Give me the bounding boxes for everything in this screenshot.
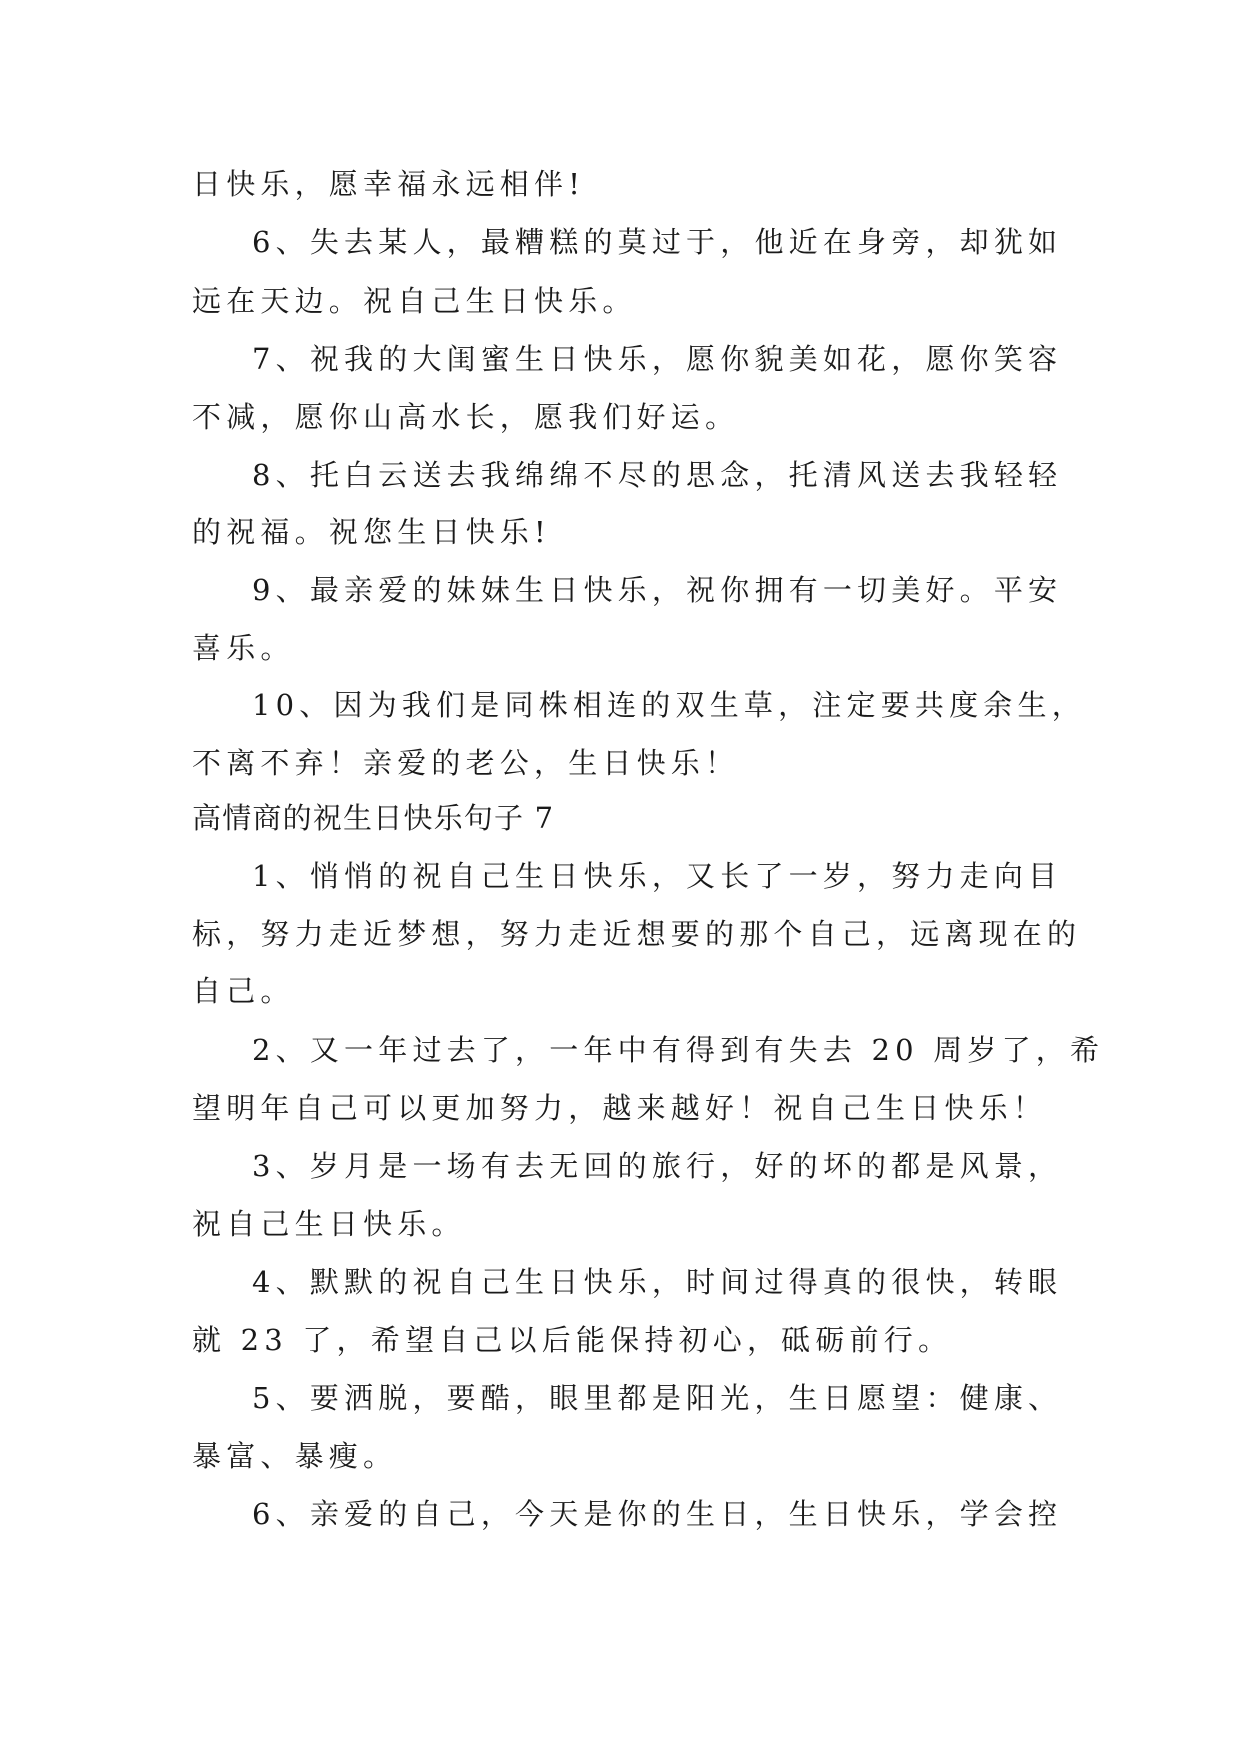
text-line: 远在天边。祝自己生日快乐。 [192,284,637,318]
text-line: 标，努力走近梦想，努力走近想要的那个自己，远离现在的 [192,917,1082,951]
text-line: 9、最亲爱的妹妹生日快乐，祝你拥有一切美好。平安 [252,573,1063,607]
text-line: 1、悄悄的祝自己生日快乐，又长了一岁，努力走向目 [252,859,1063,893]
text-line: 自己。 [192,974,295,1008]
text-line: 望明年自己可以更加努力，越来越好！祝自己生日快乐！ [192,1091,1048,1125]
text-line: 祝自己生日快乐。 [192,1207,466,1241]
text-line: 2、又一年过去了，一年中有得到有失去 20 周岁了，希 [252,1033,1105,1067]
text-line: 5、要洒脱，要酷，眼里都是阳光，生日愿望：健康、 [252,1381,1063,1415]
text-line: 10、因为我们是同株相连的双生草，注定要共度余生， [252,688,1086,722]
text-line: 就 23 了，希望自己以后能保持初心，砥砺前行。 [192,1323,953,1357]
text-line: 6、失去某人，最糟糕的莫过于，他近在身旁，却犹如 [252,225,1063,259]
text-line: 喜乐。 [192,631,295,665]
text-line: 4、默默的祝自己生日快乐，时间过得真的很快，转眼 [252,1265,1063,1299]
text-line: 暴富、暴瘦。 [192,1439,398,1473]
text-line: 7、祝我的大闺蜜生日快乐，愿你貌美如花，愿你笑容 [252,342,1063,376]
text-line: 日快乐，愿幸福永远相伴! [192,167,586,201]
text-line: 不离不弃！亲爱的老公，生日快乐！ [192,746,740,780]
text-line: 6、亲爱的自己，今天是你的生日，生日快乐，学会控 [252,1497,1063,1531]
text-line: 不减，愿你山高水长，愿我们好运。 [192,400,740,434]
text-line: 8、托白云送去我绵绵不尽的思念，托清风送去我轻轻 [252,458,1063,492]
section-heading: 高情商的祝生日快乐句子 7 [192,801,555,835]
text-line: 的祝福。祝您生日快乐! [192,515,551,549]
text-line: 3、岁月是一场有去无回的旅行，好的坏的都是风景， [252,1149,1063,1183]
